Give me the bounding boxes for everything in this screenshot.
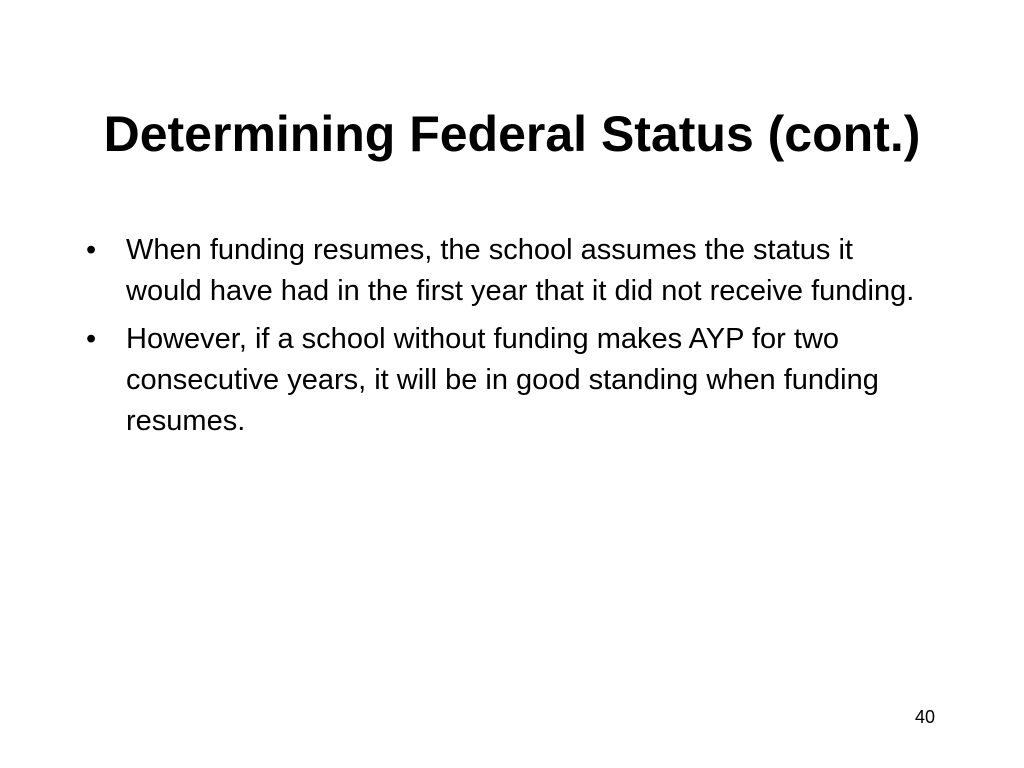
slide-title: Determining Federal Status (cont.) [103, 106, 921, 162]
page-number: 40 [914, 707, 936, 727]
bullet-item [86, 230, 926, 312]
bullet-marker: • [86, 234, 97, 266]
bullet-marker: • [86, 323, 97, 355]
bullet-list [86, 230, 926, 449]
bullet-text: When funding resumes, the school assumes the status it would have had in the first year that it did not receive funding. [126, 234, 915, 307]
bullet-text: However, if a school without funding makes AYP for two consecutive years, it will be in good standing when funding resumes. [126, 323, 879, 437]
bullet-item [86, 319, 926, 442]
